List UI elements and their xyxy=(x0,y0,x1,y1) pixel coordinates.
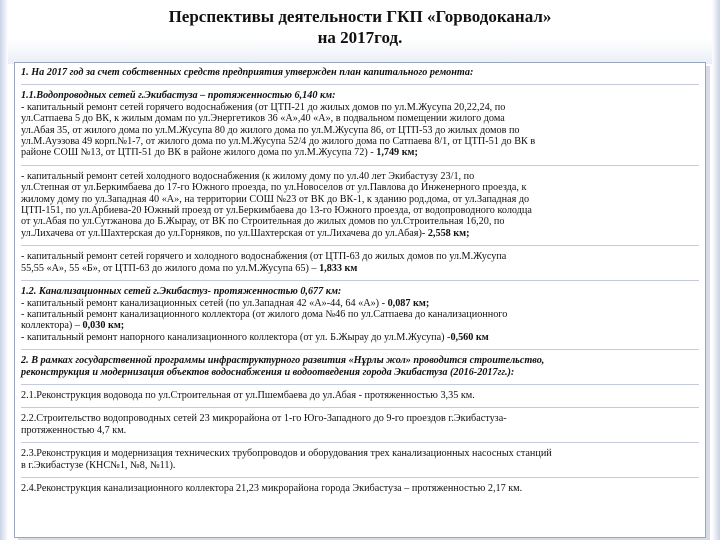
title-line-2: на 2017год. xyxy=(317,28,403,47)
hot-water-text-5a: районе СОШ №13, от ЦТП-51 до ВК в районе жилого дома по ул.М.Жусупа 72) - xyxy=(21,147,377,159)
sewer-text-3 xyxy=(21,320,699,331)
section-1-1-heading: 1.1.Водопроводных сетей г.Экибастуза – протяженностью 6,140 км: xyxy=(21,90,336,102)
section-2-heading-2: реконструкция и модернизация объектов водоснабжения и водоотведения города Экибастуза (2016-2017гг.): xyxy=(21,366,515,378)
cold-water-text-6a: ул.Лихачева от ул.Шахтерская до ул.Горняков, по ул.Шахтерская от ул.Лихачева до ул.Абая)- xyxy=(21,227,428,239)
hot-water-text-2: ул.Сатпаева 5 до ВК, к жилым домам по ул.Энергетиков 36 «А»,40 «А», в подвальном помещении жилого дома xyxy=(21,113,505,125)
divider xyxy=(21,165,699,166)
item-2-3 xyxy=(21,448,699,471)
hot-cold-length: 1,833 км xyxy=(319,262,358,274)
divider xyxy=(21,477,699,478)
sewer-length-1: 0,087 км; xyxy=(387,297,430,309)
cold-water-text-3: жилому дому по ул.Западная 40 «А», на территории СОШ №23 от ВК до ВК-1, к зданию род.дома, от ул.Западная до xyxy=(21,193,530,205)
divider xyxy=(21,384,699,385)
hot-cold-text-1: - капитальный ремонт сетей горячего и холодного водоснабжения (от ЦТП-63 до жилых домов по ул.М.Жусупа xyxy=(21,251,507,263)
cold-water-text-4: ЦТП-151, по ул.Арбиева-20 Южный проезд от ул.Беркимбаева до 13-го Южного проезда, от водопроводного колодца xyxy=(21,205,532,217)
content-panel xyxy=(14,62,706,538)
sewer-text-2: - капитальный ремонт канализационного коллектора (от жилого дома №46 по ул.Сатпаева до канализационного xyxy=(21,308,508,320)
section-1-heading: 1. На 2017 год за счет собственных средств предприятия утвержден план капитального ремонта: xyxy=(21,67,474,78)
left-decor-strip xyxy=(0,0,8,540)
hot-cold-water-block xyxy=(21,251,699,274)
divider xyxy=(21,280,699,281)
cold-water-length: 2,558 км; xyxy=(427,227,470,239)
hot-cold-text-2a: 55,55 «А», 55 «Б», от ЦТП-63 до жилого дома по ул.М.Жусупа 65) – xyxy=(21,262,320,274)
title-line-1: Перспективы деятельности ГКП «Горводоканал» xyxy=(168,7,552,26)
sewer-text-1 xyxy=(21,298,699,309)
divider xyxy=(21,245,699,246)
section-2-heading xyxy=(21,355,699,378)
cold-water-text-2: ул.Степная от ул.Беркимбаева до 17-го Южного проезда, по ул.Новоселов от ул.Павлова до Инженерного проезда, к xyxy=(21,182,527,194)
item-2-1: 2.1.Реконструкция водовода по ул.Строительная от ул.Пшембаева до ул.Абая - протяженностью 3,35 км. xyxy=(21,389,475,401)
section-1-1 xyxy=(21,90,699,158)
divider xyxy=(21,84,699,85)
cold-water-block xyxy=(21,171,699,239)
item-2-4: 2.4.Реконструкция канализационного коллектора 21,23 микрорайона города Экибастуза – протяженностью 2,17 км. xyxy=(21,482,523,494)
divider xyxy=(21,407,699,408)
hot-water-length: 1,749 км; xyxy=(376,147,418,159)
right-decor-strip xyxy=(712,0,720,540)
item-2-3-line-2: в г.Экибастузе (КНС№1, №8, №11). xyxy=(21,459,176,471)
hot-water-text-5 xyxy=(21,147,699,158)
section-1-2-heading: 1.2. Канализационных сетей г.Экибастуз- протяженностью 0,677 км: xyxy=(21,286,342,298)
sewer-text-4a: - капитальный ремонт напорного канализационного коллектора (от ул. Б.Жырау до ул.М.Жусупа) - xyxy=(21,331,451,343)
sewer-text-4 xyxy=(21,332,699,343)
hot-water-text-4: ул.М.Ауэзова 49 корп.№1-7, от жилого дома по ул.М.Жусупа 52/4 до жилого дома по Сатпаева 8/1, от ЦТП-51 до ВК в xyxy=(21,136,536,148)
divider xyxy=(21,349,699,350)
sewer-text-3a: коллектора) – xyxy=(21,320,83,332)
item-2-2-line-1: 2.2.Строительство водопроводных сетей 23 микрорайона от 1-го Юго-Западного до 9-го проездов г.Экибастуза- xyxy=(21,413,507,425)
hot-water-text-3: ул.Абая 35, от жилого дома по ул.М.Жусупа 80 до жилого дома по ул.М.Жусупа 86, от ЦТП-53 до жилых домов по xyxy=(21,124,520,136)
cold-water-text-1: - капитальный ремонт сетей холодного водоснабжения (к жилому дому по ул.40 лет Экибастузу 23/1, по xyxy=(21,170,475,182)
sewer-length-2: 0,030 км; xyxy=(82,320,125,332)
slide-title xyxy=(120,6,600,48)
item-2-3-line-1: 2.3.Реконструкция и модернизация технических трубопроводов и оборудования трех канализационных насосных станций xyxy=(21,448,552,460)
cold-water-text-5: от ул.Абая по ул.Сутжанова до Б.Жырау, от ВК по Строительная до жилых домов по ул.Строительная 16,20, по xyxy=(21,216,505,228)
sewer-text-1a: - капитальный ремонт канализационных сетей (по ул.Западная 42 «А»-44, 64 «А») - xyxy=(21,297,388,309)
hot-cold-text-2 xyxy=(21,263,699,274)
sewer-length-3: 0,560 км xyxy=(450,331,489,343)
hot-water-text-1: - капитальный ремонт сетей горячего водоснабжения (от ЦТП-21 до жилых домов по ул.М.Жусупа 20,22,24, по xyxy=(21,101,506,113)
divider xyxy=(21,442,699,443)
section-2-heading-1: 2. В рамках государственной программы инфраструктурного развития «Нұрлы жол» проводится строительство, xyxy=(21,355,545,367)
section-1-2 xyxy=(21,286,699,343)
cold-water-text-6 xyxy=(21,228,699,239)
item-2-2 xyxy=(21,413,699,436)
item-2-2-line-2: протяженностью 4,7 км. xyxy=(21,424,127,436)
